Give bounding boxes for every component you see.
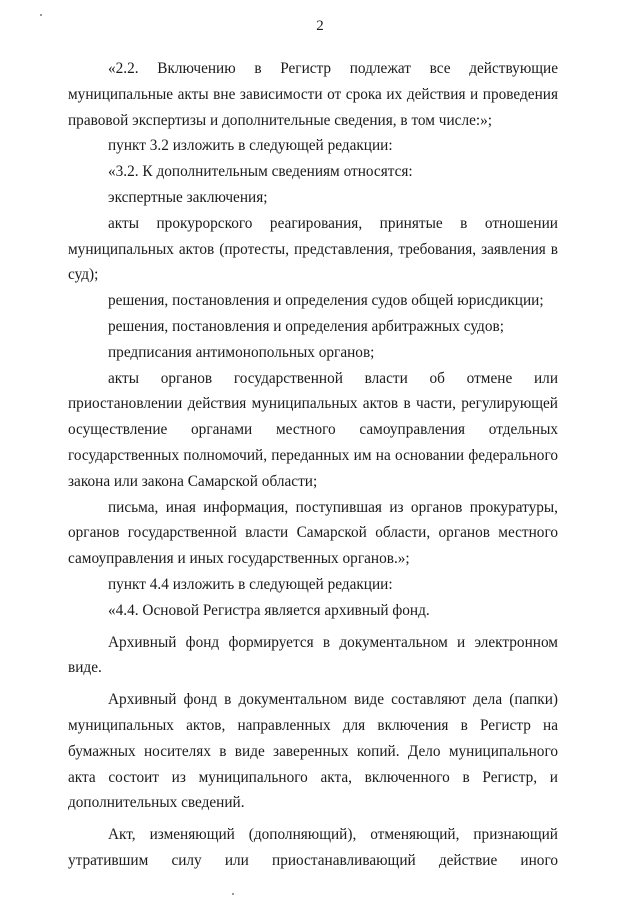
paragraph-act-amending: Акт, изменяющий (дополняющий), отменяющий, признающий утратившим силу или приостанавливающий действие иного (68, 826, 558, 869)
paragraph-expert-conclusions: экспертные заключения; (108, 188, 268, 206)
paragraph-3-2: «3.2. К дополнительным сведениям относятся: (108, 163, 413, 181)
paragraph-item-4-4-intro: пункт 4.4 изложить в следующей редакции: (108, 575, 393, 593)
paragraph-state-authority-acts: акты органов государственной власти об отмене или приостановлении действия муниципальных актов в части, регулирующей осуществление органами местного самоуправления отдельных государственных полномочий, переданных им на основании федерального закона или закона Самарской области; (68, 369, 558, 490)
paragraph-letters: письма, иная информация, поступившая из органов прокуратуры, органов государственной власти Самарской области, органов местного самоуправления и иных государственных органов.»; (68, 498, 558, 568)
paragraph-general-courts: решения, постановления и определения судов общей юрисдикции; (108, 292, 544, 310)
document-body (68, 56, 558, 874)
scan-speck (40, 14, 42, 16)
paragraph-arbitration-courts: решения, постановления и определения арбитражных судов; (108, 317, 504, 335)
scan-speck (232, 893, 234, 895)
paragraph-prosecutor-acts: акты прокурорского реагирования, принятые в отношении муниципальных актов (протесты, представления, требования, заявления в суд); (68, 214, 558, 284)
paragraph-2-2: «2.2. Включению в Регистр подлежат все действующие муниципальные акты вне зависимости от срока их действия и проведения правовой экспертизы и дополнительные сведения, в том числе:»; (68, 60, 558, 129)
paragraph-item-3-2-intro: пункт 3.2 изложить в следующей редакции: (108, 137, 393, 155)
paragraph-antimonopoly: предписания антимонопольных органов; (108, 343, 375, 361)
paragraph-archive-forms: Архивный фонд формируется в документальном и электронном виде. (68, 633, 558, 677)
page-number: 2 (316, 18, 324, 34)
paragraph-4-4: «4.4. Основой Регистра является архивный фонд. (108, 601, 430, 619)
paragraph-archive-documentary: Архивный фонд в документальном виде составляют дела (папки) муниципальных актов, направленных для включения в Регистр на бумажных носителях в виде заверенных копий. Дело муниципального акта состоит из муниципального акта, включенного в Регистр, и дополнительных сведений. (68, 691, 558, 812)
